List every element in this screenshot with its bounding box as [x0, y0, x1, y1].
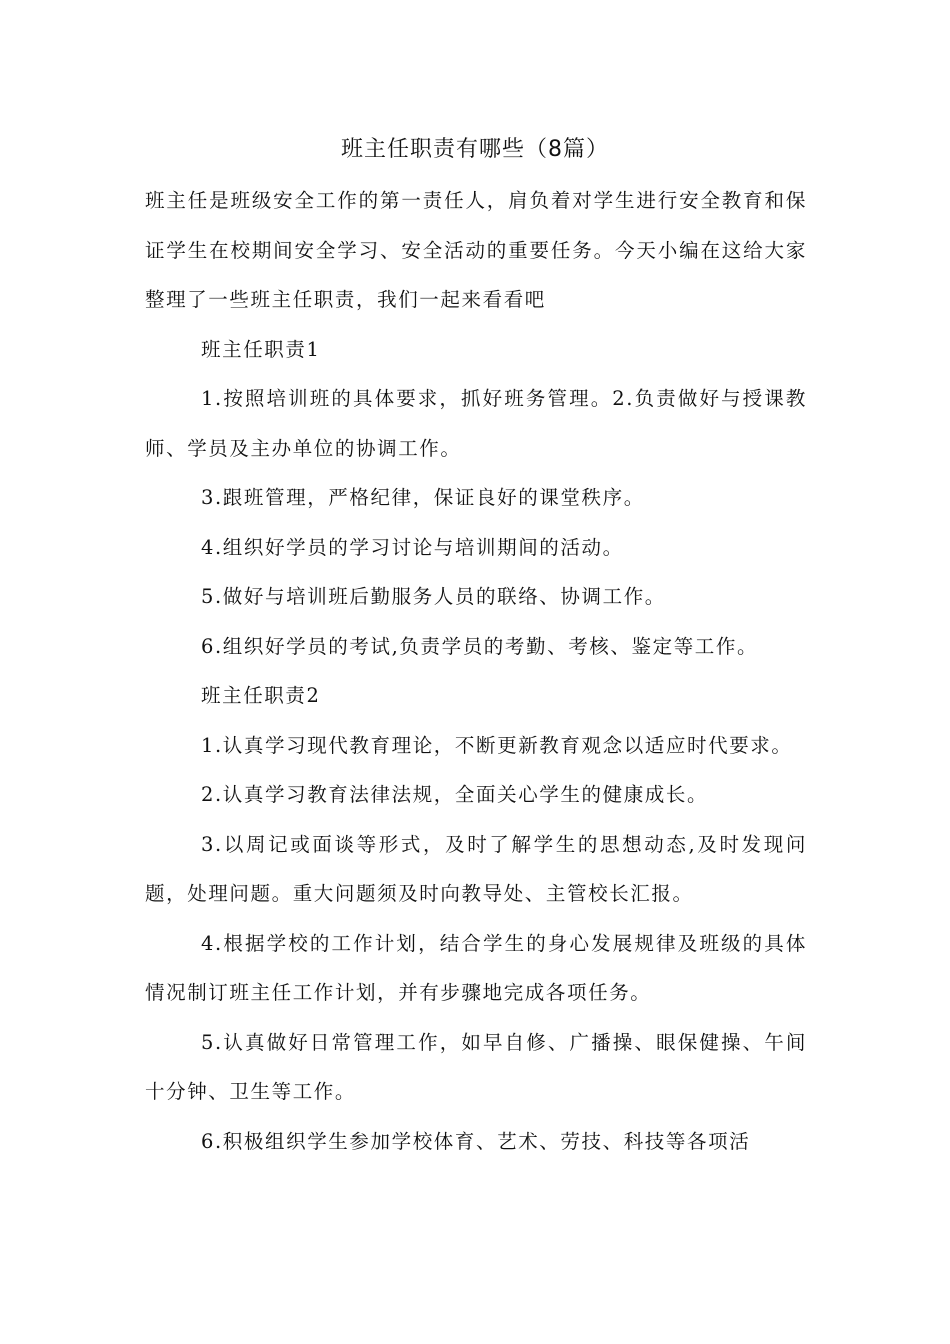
section1-item: 6.组织好学员的考试,负责学员的考勤、考核、鉴定等工作。 [201, 634, 759, 658]
section-heading-1: 班主任职责1 [201, 337, 321, 361]
section1-item: 4.组织好学员的学习讨论与培训期间的活动。 [201, 535, 624, 559]
section2-item: 6.积极组织学生参加学校体育、艺术、劳技、科技等各项活 [201, 1129, 751, 1153]
section2-item: 1.认真学习现代教育理论，不断更新教育观念以适应时代要求。 [201, 733, 793, 757]
section2-item: 5.认真做好日常管理工作，如早自修、广播操、眼保健操、午间十分钟、卫生等工作。 [145, 1030, 807, 1103]
section2-item: 2.认真学习教育法律法规，全面关心学生的健康成长。 [201, 783, 709, 806]
section2-item: 3.以周记或面谈等形式，及时了解学生的思想动态,及时发现问题，处理问题。重大问题须及时向教导处、主管校长汇报。 [145, 832, 807, 905]
document-title: 班主任职责有哪些（8篇） [341, 137, 609, 162]
section2-item: 4.根据学校的工作计划，结合学生的身心发展规律及班级的具体情况制订班主任工作计划，并有步骤地完成各项任务。 [145, 931, 807, 1004]
section1-item: 3.跟班管理，严格纪律，保证良好的课堂秩序。 [201, 486, 645, 509]
section-heading-2: 班主任职责2 [201, 684, 321, 707]
section1-item: 5.做好与培训班后勤服务人员的联络、协调工作。 [201, 585, 666, 608]
document-body [145, 176, 807, 1166]
section1-item: 1.按照培训班的具体要求，抓好班务管理。2.负责做好与授课教师、学员及主办单位的协调工作。 [145, 387, 807, 460]
intro-paragraph: 班主任是班级安全工作的第一责任人，肩负着对学生进行安全教育和保证学生在校期间安全学习、安全活动的重要任务。今天小编在这给大家整理了一些班主任职责，我们一起来看看吧 [145, 189, 807, 311]
